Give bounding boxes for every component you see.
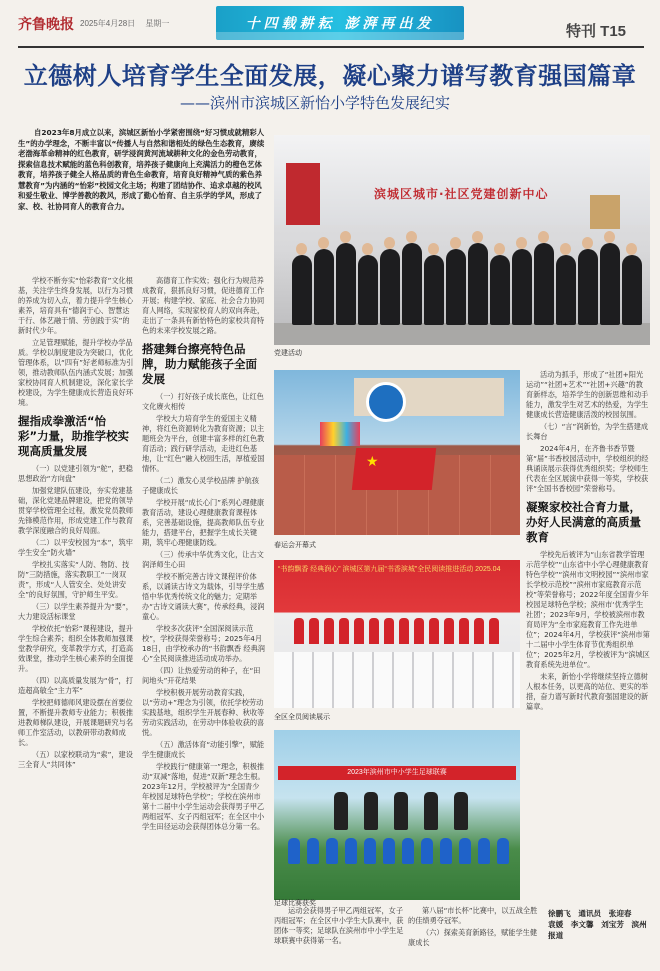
performer-figure <box>474 618 484 644</box>
person-head <box>450 237 461 249</box>
paragraph: （一）打好孩子成长底色，让红色文化赓火相传 <box>142 392 264 411</box>
page-label: 特刊 T15 <box>566 23 627 40</box>
school-logo-balloon <box>366 382 406 422</box>
paragraph: 学校多次获评“全国深阅读示范校”，学校获得荣誉称号；2025年4月18日，由学校承办的“书韵飘香 经典润心”全民阅读推进活动成功举办。 <box>142 624 265 663</box>
paragraph: 高德育工作实效；强化行为规范养成教育，狠抓良好习惯，促进德育工作开展；构建学校、家庭、社会合力协同育人网络，实现家校育人的双向奔赴，走出了一条具有新怡特色的家校共育特色的未来学校发展之路。 <box>142 276 265 335</box>
performer-figure <box>294 618 304 644</box>
opening-ceremony-photo <box>274 370 520 535</box>
party-activity-photo <box>274 135 650 345</box>
issue-date: 2025年4月28日 <box>80 19 136 28</box>
player-figure <box>326 838 338 864</box>
paragraph: （四）让热爱劳动的种子，在“田间地头”开花结果 <box>142 666 261 685</box>
performer-figure <box>399 618 409 644</box>
photo-caption: 党建活动 <box>274 350 302 357</box>
stage-screen-text: “书韵飘香 经典润心” 滨城区第九届“书香滨城”全民阅读推进活动 2025.04 <box>278 566 501 573</box>
newspaper-brand: 齐鲁晚报 <box>18 17 74 33</box>
section-heading: 搭建舞台擦亮特色品牌，助力赋能孩子全面发展 <box>142 342 257 386</box>
masthead <box>0 0 660 40</box>
paragraph: （五）以家校联动为“索”，建设三全育人“共同体” <box>18 750 133 769</box>
paragraph: 学校大力培育学生的爱国主义精神，将红色资源转化为教育资源；以主题班会为平台，创建丰富多样的红色教育活动；践行研学活动，走进红色基地，让“红色”融入校园生活，厚植爱国情怀。 <box>142 414 265 473</box>
star-icon: ★ <box>366 454 379 470</box>
person-head <box>582 237 593 249</box>
anniversary-banner <box>216 6 464 40</box>
award-banner: 2023年滨州市中小学生足球联赛 <box>278 766 516 780</box>
paragraph: 学校先后被评为“山东省教学管理示范学校”“山东省中小学心理健康教育特色学校”“滨州市文明校园”“滨州市家长学校示范校”“滨州市家庭教育示范校”等荣誉称号；2022年度全国青少年校园足球特色学校；滨州市‘优秀学生社团’；2023年9月，学校被滨州市教育局评为“全市家庭教育工作先进单位”；2024年4月，学校获评“滨州市第十二届中小学生体育节优秀组织单位”；2025年2月，学校被评为“滨城区教育系统先进单位”。 <box>526 550 650 669</box>
person-head <box>296 243 307 255</box>
paragraph: （六）探索美育新路径，赋能学生健康成长 <box>408 928 538 947</box>
performer-figure <box>369 618 379 644</box>
person-head <box>560 243 571 255</box>
person-head <box>428 243 439 255</box>
player-figure <box>383 838 395 864</box>
person-figure <box>314 249 334 325</box>
paragraph: 加强党建队伍建设，夯实党建基础，深化党建品牌建设，把党的领导贯穿学校管理全过程，激发党员教师先锋模范作用，形成党建工作与教育教学深度融合的良好局面。 <box>18 486 134 535</box>
banner-wave-decoration <box>216 32 464 40</box>
performer-figure <box>324 618 334 644</box>
bottom-text-right <box>408 906 542 966</box>
person-head <box>340 231 351 243</box>
coach-figure <box>454 792 468 830</box>
performer-figure <box>429 618 439 644</box>
person-head <box>494 243 505 255</box>
paragraph: 学校不断夯实“怡彩教育”文化根基，关注学生终身发展，以行为习惯的养成为切入点，着力提升学生核心素养，培育具有“德润于心、智慧达于行、体艺融于情、劳创践于实”的新时代少年。 <box>18 276 134 335</box>
person-figure <box>534 243 554 325</box>
headline: 立德树人培育学生全面发展，凝心聚力谱写教育强国篇章 <box>23 62 637 90</box>
football-award-photo <box>274 730 520 900</box>
player-figure <box>497 838 509 864</box>
paragraph: 学校把师德师风建设摆在首要位置，不断提升教师专业能力；积极推进教师梯队建设，开展课题研究与名师工作室活动，以教研带动教师成长。 <box>18 698 134 747</box>
person-head <box>318 237 329 249</box>
paragraph: （四）以高质量发展为“骨”，打造超高敏全“主力军” <box>18 676 133 695</box>
paragraph: （二）激发心灵学校品牌 护航孩子健康成长 <box>142 476 259 495</box>
person-figure <box>512 249 532 325</box>
player-figure <box>459 838 471 864</box>
person-head <box>604 231 615 243</box>
performer-figure <box>384 618 394 644</box>
player-figure <box>402 838 414 864</box>
paragraph: 学校积极开展劳动教育实践，以“劳动+”理念为引领，依托学校劳动实践基地，组织学生开展春种、秋收等劳动实践活动，在劳动中体验收获的喜悦。 <box>142 688 265 737</box>
player-figure <box>364 838 376 864</box>
person-figure <box>600 243 620 325</box>
coach-figure <box>364 792 378 830</box>
national-flag <box>352 448 436 490</box>
subheadline: ——滨州市滨城区新怡小学特色发展纪实 <box>180 94 451 112</box>
issue-meta <box>80 18 177 29</box>
person-figure <box>468 243 488 325</box>
person-figure <box>402 243 422 325</box>
person-figure <box>490 255 510 325</box>
lead-paragraph: 自2023年8月成立以来，滨城区新怡小学紧密围绕“好习惯成就精彩人生”的办学理念，不断丰富以“传播人与自然和谐相处的绿色生态教育，赓续老渤海革命精神的红色教育，研学浸润黄河流域耕种文化的金色劳动教育，探索信息技术赋能的蓝色科创教育，培养孩子健康向上充满活力的橙色艺体教育，培养孩子健全人格品质的青色生命教育，培育良好精神气质的紫色养慧教育”为内涵的“怡彩”校园文化主场；构建了团结协作、追求卓越的校风和爱生敬业、博学善教的教风，形成了勤心怡育、自主乐学的学风，形成了家、校、社协同育人的教育合力。 <box>18 128 265 211</box>
performer-figure <box>444 618 454 644</box>
paragraph: （一）以党建引领为“舵”，把稳思想政治“方向盘” <box>18 464 133 483</box>
performer-figure <box>339 618 349 644</box>
paragraph: （二）以平安校园为“本”，筑牢学生安全“防火墙” <box>18 538 133 557</box>
bottom-text-left <box>274 906 404 966</box>
person-head <box>384 237 395 249</box>
person-figure <box>336 243 356 325</box>
photo-wall-sign: 滨城区城市·社区党建创新中心 <box>374 187 549 201</box>
paragraph: 学校践行“健康第一”理念，积极推动“双减”落地，促进“双新”理念生根。2023年12月，学校被评为“全国青少年校园足球特色学校”；学校在滨州市第十二届中小学生运动会获得男子甲乙两组冠军、女子丙组冠军；在全区中小学生田径运动会获得团体总分第一名。 <box>142 762 265 831</box>
text-column-1 <box>18 276 136 900</box>
person-head <box>516 237 527 249</box>
section-heading: 握指成拳激活“怡彩”力量，助推学校实现高质量发展 <box>18 414 130 458</box>
section-heading: 凝聚家校社合育力量，办好人民满意的高质量教育 <box>526 500 641 544</box>
person-figure <box>556 255 576 325</box>
paragraph: 学校不断完善古诗文课程评价体系，以诵读古诗文为载体，引导学生感悟中华优秀传统文化的魅力；定期举办“古诗文诵读大赛”，传承经典，浸润童心。 <box>142 572 265 621</box>
person-head <box>406 231 417 243</box>
text-column-3 <box>526 370 650 906</box>
paragraph: （七）“言”润新怡，为学生搭建成长舞台 <box>526 422 649 441</box>
person-figure <box>380 249 400 325</box>
audience-chairs <box>274 652 520 708</box>
player-figure <box>288 838 300 864</box>
person-head <box>538 231 549 243</box>
performer-figure <box>354 618 364 644</box>
person-head <box>362 243 373 255</box>
photo-floor <box>274 323 650 345</box>
paragraph: 2024年4月，在齐鲁书香节暨第“届”书香校园活动中，学校组织的经典诵读展示获得优秀组织奖；学校师生代表在全区展演中获得一等奖，学校获评“全国书香校园”荣誉称号。 <box>526 444 649 493</box>
player-figure <box>421 838 433 864</box>
paragraph: 立足管理赋能，提升学校办学品质。学校以制度建设为突破口，优化管理体系，以“四有”好老师标准为引领，推动教师队伍内涵式发展；加强家校协同育人机制建设，深化家长学校建设，为学生健康成长营造良好环境。 <box>18 338 134 407</box>
player-figure <box>307 838 319 864</box>
performer-figure <box>309 618 319 644</box>
person-head <box>626 243 637 255</box>
text-column-2 <box>142 276 266 900</box>
paragraph: 活动为抓手，形成了“社团+阳光运动”“社团+艺术”“社团+兴趣”的教育新样态，培养学生的创新思维和动手能力，激发学生对艺术的热爱，为学生健康成长营造健康活泼的校园氛围。 <box>526 370 649 419</box>
coach-figure <box>394 792 408 830</box>
paragraph: 第八届“市长杯”比赛中，以五战全胜的佳绩勇夺冠军。 <box>408 906 538 925</box>
coach-figure <box>424 792 438 830</box>
byline-line: 袁媛 李文馨 刘宝芳 滨州报道 <box>548 920 647 940</box>
performer-figure <box>459 618 469 644</box>
player-figure <box>440 838 452 864</box>
banner-text: 十四载耕耘 澎湃再出发 <box>245 16 435 32</box>
wall-poster <box>590 195 620 229</box>
colorful-flags <box>320 422 360 446</box>
player-figure <box>478 838 490 864</box>
paragraph: 未来，新怡小学将继续坚持立德树人根本任务，以更高的站位、更实的举措，奋力谱写新时代教育强国建设的新篇章。 <box>526 672 649 711</box>
person-figure <box>358 255 378 325</box>
person-figure <box>446 249 466 325</box>
paragraph: 学校扎实落实“人防、物防、技防”三防措施，落实教职工“一岗双责”，形成“人人管安全、处处讲安全”的良好氛围，守护师生平安。 <box>18 560 130 599</box>
performer-figure <box>414 618 424 644</box>
paragraph: 学校开展“成长心门”系列心理健康教育活动，建设心理健康教育课程体系，完善基础设施，提高教师队伍专业能力，搭建平台，把握学生成长关键期，筑牢心理健康防线。 <box>142 498 265 547</box>
red-flag-decoration <box>286 163 320 225</box>
paragraph: （三）传承中华优秀文化，让古文润泽师生心田 <box>142 550 264 569</box>
photo-caption: 足球比赛获奖 <box>274 900 316 907</box>
person-figure <box>424 255 444 325</box>
person-figure <box>292 255 312 325</box>
photo-caption: 春运会开幕式 <box>274 542 316 549</box>
reading-show-photo <box>274 560 520 708</box>
person-figure <box>622 255 642 325</box>
issue-weekday: 星期一 <box>145 19 170 28</box>
byline-line: 徐鹏飞 通讯员 张迎春 <box>548 909 632 918</box>
paragraph: 运动会获得男子甲乙两组冠军，女子丙组冠军；在全区中小学生大队赛中，获团体一等奖；足球队在滨州市中小学生足球联赛中获得第一名。 <box>274 906 404 945</box>
coach-figure <box>334 792 348 830</box>
performer-figure <box>489 618 499 644</box>
byline <box>548 908 648 941</box>
header-rule <box>18 46 644 48</box>
paragraph: 学校依托“怡彩”课程建设，提升学生综合素养；组织全体教师加强课堂教学研究，变革教学方式，打造高效课堂，推动学生核心素养的全面提升。 <box>18 624 134 673</box>
paragraph: （三）以学生素养提升为“要”，大力建设活标课堂 <box>18 602 133 621</box>
paragraph: （五）激活体育“动能引擎”，赋能学生健康成长 <box>142 740 265 759</box>
player-figure <box>345 838 357 864</box>
person-head <box>472 231 483 243</box>
photo-caption: 全区全员阅读展示 <box>274 714 330 721</box>
person-figure <box>578 249 598 325</box>
